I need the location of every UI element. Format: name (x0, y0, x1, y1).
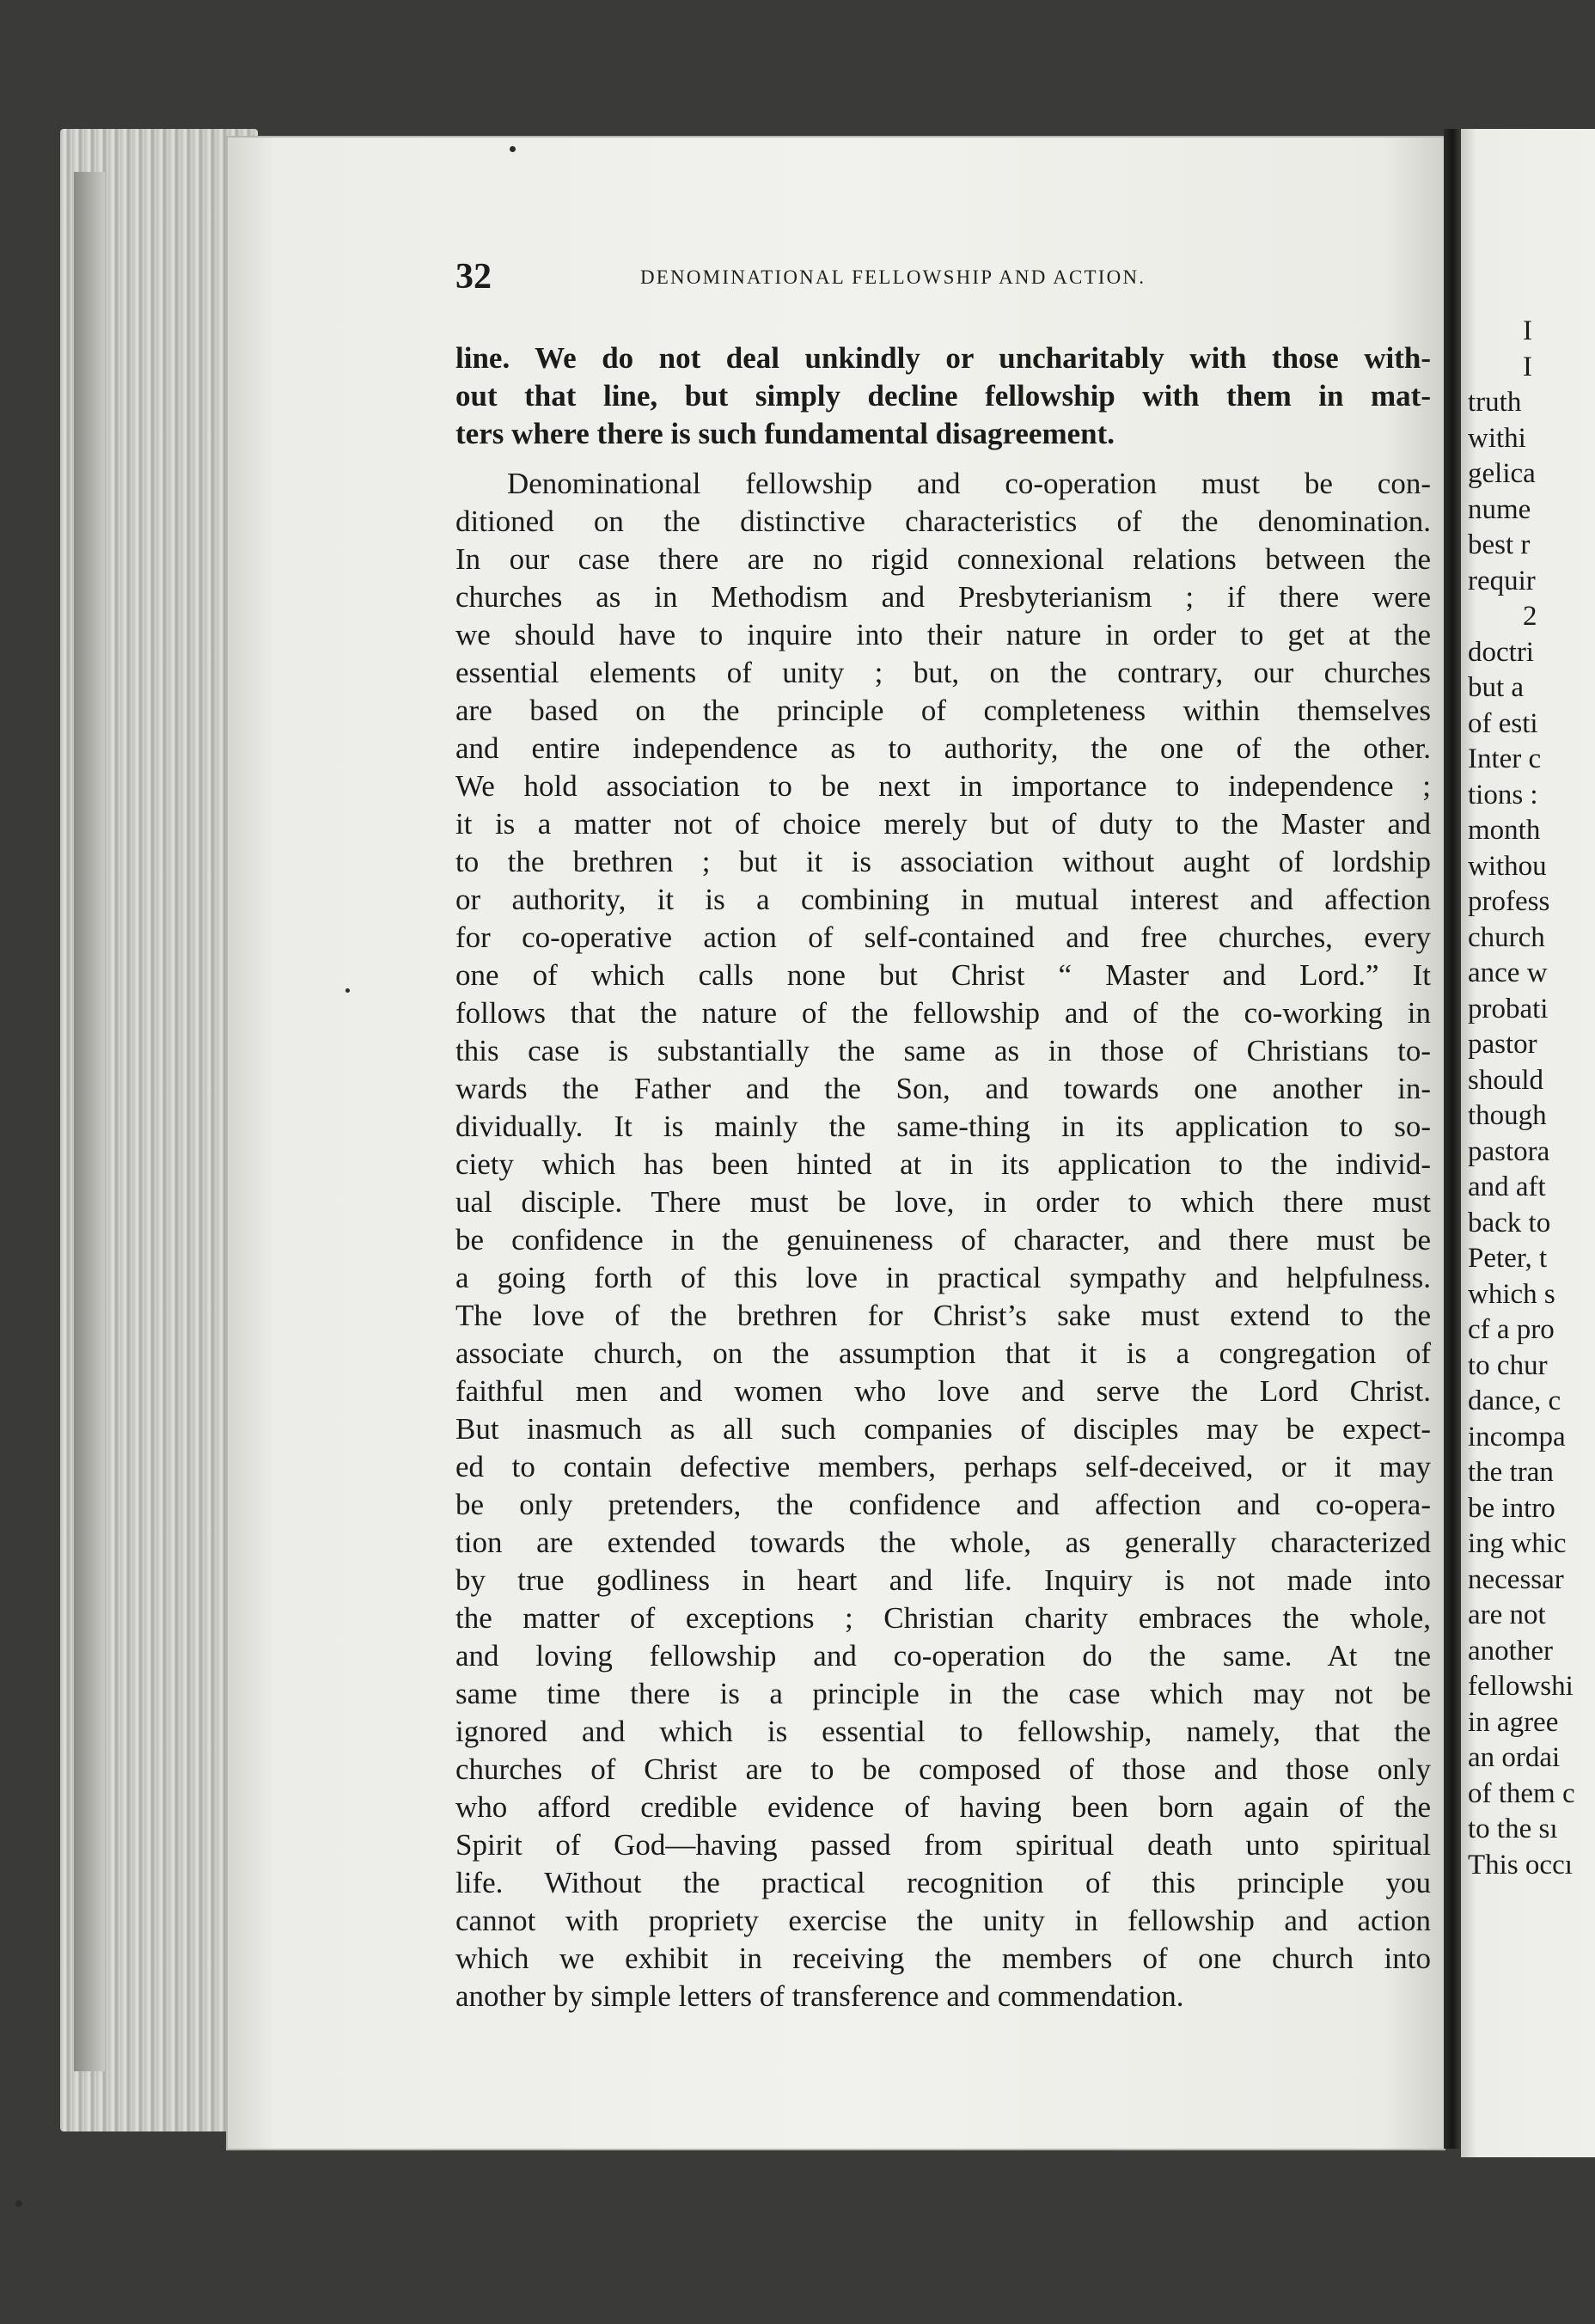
text-line: ed to contain defective members, perhaps self-deceived, or it may (455, 1450, 1431, 1483)
facing-page-line: another (1468, 1635, 1553, 1667)
facing-page-line: but a (1468, 672, 1525, 703)
text-line: faithful men and women who love and serve the Lord Christ. (455, 1374, 1431, 1408)
book-fore-edge (74, 172, 105, 2071)
facing-page-line: I (1523, 315, 1532, 346)
text-line: who afford credible evidence of having been born again of the (455, 1790, 1431, 1824)
facing-page-line: month (1468, 815, 1541, 846)
text-line: or authority, it is a combining in mutual interest and affection (455, 883, 1431, 916)
text-line: tion are extended towards the whole, as generally characterized (455, 1526, 1431, 1559)
text-line: ignored and which is essential to fellowship, namely, that the (455, 1715, 1431, 1748)
facing-page-line: in agree (1468, 1706, 1559, 1738)
text-line: by true godliness in heart and life. Inquiry is not made into (455, 1563, 1431, 1597)
paper-speck (345, 988, 350, 993)
text-line: we should have to inquire into their nature in order to get at the (455, 618, 1431, 651)
facing-page-line: and aft (1468, 1171, 1546, 1202)
facing-page-line: to chur (1468, 1349, 1548, 1381)
facing-page-line: I (1523, 351, 1532, 382)
text-line: the matter of exceptions ; Christian charity embraces the whole, (455, 1601, 1431, 1635)
paragraph-gap (455, 453, 1431, 465)
text-line: We hold association to be next in importance to independence ; (455, 769, 1431, 803)
text-line: ciety which has been hinted at in its application to the individ- (455, 1147, 1431, 1181)
text-line: wards the Father and the Son, and towards one another in- (455, 1072, 1431, 1105)
text-line: and loving fellowship and co-operation do the same. At tne (455, 1639, 1431, 1673)
running-head-title: DENOMINATIONAL FELLOWSHIP AND ACTION. (640, 266, 1146, 288)
facing-page-line: withi (1468, 422, 1526, 454)
text-line: a going forth of this love in practical sympathy and helpfulness. (455, 1261, 1431, 1294)
text-line: for co-operative action of self-contained and free churches, every (455, 920, 1431, 954)
facing-page-line: ance w (1468, 957, 1548, 988)
facing-page-line: back to (1468, 1207, 1551, 1238)
text-line: In our case there are no rigid connexional relations between the (455, 542, 1431, 576)
facing-page-line: ing whic (1468, 1528, 1567, 1559)
facing-page-line: incompa (1468, 1421, 1566, 1452)
facing-page-line: profess (1468, 886, 1550, 917)
body-text (455, 339, 1431, 2015)
text-line: Spirit of God—having passed from spiritual death unto spiritual (455, 1828, 1431, 1862)
facing-page-line: should (1468, 1064, 1544, 1096)
facing-page-line: pastor (1468, 1029, 1537, 1060)
facing-page-line: though (1468, 1100, 1547, 1131)
book-gutter (1444, 129, 1461, 2149)
text-line: churches of Christ are to be composed of those and those only (455, 1752, 1431, 1786)
facing-page-line: This occı (1468, 1849, 1573, 1881)
text-line: and entire independence as to authority, the one of the other. (455, 731, 1431, 765)
facing-page-line: Inter c (1468, 743, 1542, 774)
paper-speck (510, 146, 516, 152)
text-line: this case is substantially the same as in those of Christians to- (455, 1034, 1431, 1067)
facing-page-line: pastora (1468, 1135, 1550, 1167)
facing-page-line: withou (1468, 850, 1547, 882)
text-line: life. Without the practical recognition of this principle you (455, 1866, 1431, 1899)
text-line: The love of the brethren for Christ’s sake must extend to the (455, 1299, 1431, 1332)
facing-page-line: cf a pro (1468, 1314, 1555, 1345)
facing-page-line: probati (1468, 993, 1549, 1024)
facing-page-line: of esti (1468, 707, 1538, 739)
page-number: 32 (455, 257, 492, 297)
text-line: one of which calls none but Christ “ Master and Lord.” It (455, 958, 1431, 992)
paper-speck (15, 2200, 22, 2207)
text-line: essential elements of unity ; but, on the contrary, our churches (455, 656, 1431, 689)
text-line: dividually. It is mainly the same-thing in its application to so- (455, 1110, 1431, 1143)
text-line: ditioned on the distinctive characteristics of the denomination. (455, 505, 1431, 538)
facing-page-line: an ordai (1468, 1742, 1561, 1773)
facing-page-line: doctri (1468, 636, 1534, 668)
text-line: cannot with propriety exercise the unity in fellowship and action (455, 1904, 1431, 1937)
facing-page-line: 2 (1523, 601, 1537, 632)
facing-page-line: gelica (1468, 458, 1536, 489)
text-line: which we exhibit in receiving the members of one church into (455, 1942, 1431, 1975)
text-line: Denominational fellowship and co-operation must be con- (507, 467, 1431, 500)
text-line: be only pretenders, the confidence and affection and co-opera- (455, 1488, 1431, 1521)
text-line: associate church, on the assumption that it is a congregation of (455, 1336, 1431, 1370)
text-line: follows that the nature of the fellowship and of the co-working in (455, 996, 1431, 1030)
text-line: churches as in Methodism and Presbyterianism ; if there were (455, 580, 1431, 614)
facing-page-line: tions : (1468, 779, 1538, 810)
facing-page-line: the tran (1468, 1457, 1554, 1488)
text-line: be confidence in the genuineness of character, and there must be (455, 1223, 1431, 1257)
facing-page-line: church (1468, 921, 1545, 953)
facing-page-line: are not (1468, 1599, 1546, 1630)
facing-page-line: to the sı (1468, 1813, 1558, 1844)
facing-page-line: truth (1468, 387, 1522, 418)
facing-page-line: fellowshi (1468, 1671, 1574, 1702)
facing-page-line: of them c (1468, 1777, 1575, 1809)
facing-page-line: requir (1468, 565, 1536, 596)
facing-page-text (1468, 314, 1595, 1883)
text-line: same time there is a principle in the case which may not be (455, 1677, 1431, 1710)
facing-page-line: best r (1468, 529, 1531, 560)
facing-page-line: dance, c (1468, 1385, 1561, 1416)
facing-page-line: Peter, t (1468, 1243, 1548, 1274)
facing-page-line: be intro (1468, 1492, 1555, 1524)
text-line: ual disciple. There must be love, in order to which there must (455, 1185, 1431, 1219)
facing-page-line: necessar (1468, 1563, 1564, 1595)
text-line: to the brethren ; but it is association without aught of lordship (455, 845, 1431, 878)
text-line: ters where there is such fundamental disagreement. (455, 417, 1115, 450)
text-line: line. We do not deal unkindly or uncharitably with those with- (455, 341, 1431, 375)
text-line: another by simple letters of transference and commendation. (455, 1979, 1184, 2013)
facing-page-line: nume (1468, 493, 1531, 525)
facing-page-line: which s (1468, 1278, 1555, 1310)
text-line: are based on the principle of completeness within themselves (455, 694, 1431, 727)
text-line: it is a matter not of choice merely but of duty to the Master and (455, 807, 1431, 841)
text-line: out that line, but simply decline fellowship with them in mat- (455, 379, 1431, 413)
text-line: But inasmuch as all such companies of disciples may be expect- (455, 1412, 1431, 1446)
